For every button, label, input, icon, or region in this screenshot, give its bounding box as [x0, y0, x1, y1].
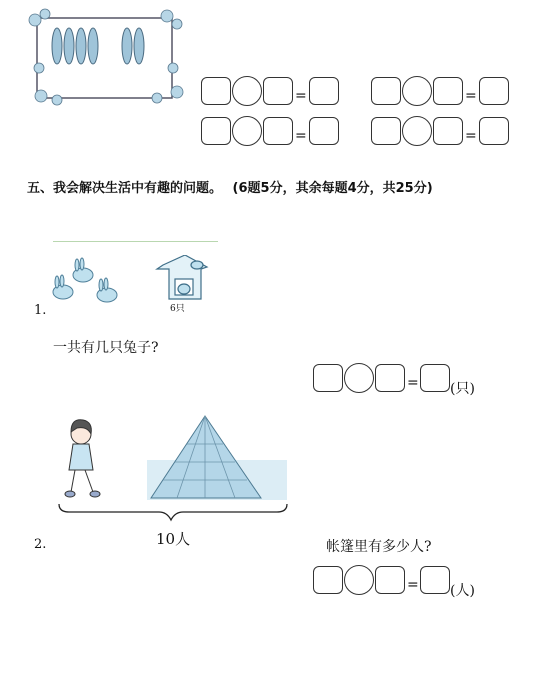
answer-box[interactable] — [433, 77, 463, 105]
total-people-label: 10人 — [156, 530, 191, 548]
operator-circle[interactable] — [402, 76, 432, 106]
result-box[interactable] — [309, 77, 339, 105]
result-box[interactable] — [479, 117, 509, 145]
answer-box[interactable] — [201, 77, 231, 105]
operator-circle[interactable] — [232, 116, 262, 146]
result-box[interactable] — [420, 364, 450, 392]
question-2-prompt: 帐篷里有多少人? — [326, 539, 432, 555]
operator-circle[interactable] — [402, 116, 432, 146]
answer-box[interactable] — [371, 77, 401, 105]
answer-box[interactable] — [313, 566, 343, 594]
section-heading — [27, 177, 433, 196]
answer-box[interactable] — [375, 566, 405, 594]
equals-sign: = — [407, 577, 419, 593]
operator-circle[interactable] — [344, 565, 374, 595]
unit-label: (只) — [450, 381, 475, 397]
equals-sign: = — [465, 88, 477, 104]
house-count-label: 6只 — [170, 304, 185, 314]
answer-box[interactable] — [263, 77, 293, 105]
equals-sign: = — [407, 375, 419, 391]
question-1-number: 1. — [34, 303, 47, 318]
answer-box[interactable] — [313, 364, 343, 392]
question-2-number: 2. — [34, 537, 47, 552]
answer-box[interactable] — [371, 117, 401, 145]
unit-label: (人) — [450, 583, 475, 599]
equals-sign: = — [465, 128, 477, 144]
divider-line — [53, 241, 218, 242]
equals-sign: = — [295, 88, 307, 104]
equals-sign: = — [295, 128, 307, 144]
rabbits-illustration — [45, 255, 225, 315]
result-box[interactable] — [420, 566, 450, 594]
peapod-frame-illustration — [27, 8, 187, 108]
result-box[interactable] — [479, 77, 509, 105]
answer-box[interactable] — [433, 117, 463, 145]
operator-circle[interactable] — [232, 76, 262, 106]
section-title: 五、我会解决生活中有趣的问题。 — [27, 181, 223, 196]
answer-box[interactable] — [263, 117, 293, 145]
section-score-note: (6题5分，其余每题4分，共25分) — [232, 181, 433, 196]
result-box[interactable] — [309, 117, 339, 145]
question-1-prompt: 一共有几只兔子? — [53, 340, 159, 356]
answer-box[interactable] — [201, 117, 231, 145]
answer-box[interactable] — [375, 364, 405, 392]
operator-circle[interactable] — [344, 363, 374, 393]
girl-and-tent-illustration — [55, 412, 295, 524]
